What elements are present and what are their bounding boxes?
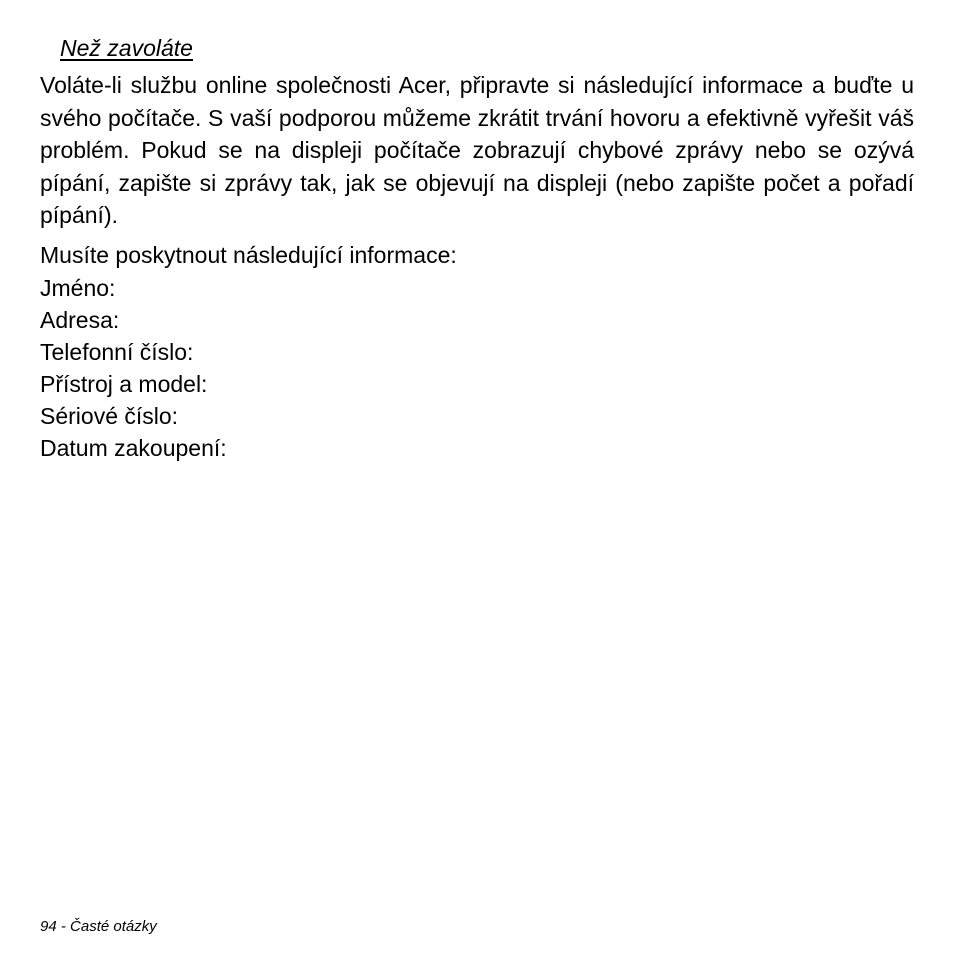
field-serial-number: Sériové číslo: (40, 403, 179, 429)
field-name: Jméno: (40, 275, 116, 301)
page-footer: 94 - Časté otázky (40, 918, 157, 935)
intro-paragraph: Voláte-li službu online společnosti Acer, připravte si následující informace a buďte u svého počítače. S vaší podporou můžeme zkrátit trvání hovoru a efektivně vyřešit váš problém. Pokud se na displeji počítače zobrazují chybové zprávy nebo se ozývá pípání, zapište si zprávy tak, jak se objevují na displeji (nebo zapište počet a pořadí pípání). (40, 72, 914, 228)
field-device-model: Přístroj a model: (40, 371, 208, 397)
required-info-label: Musíte poskytnout následující informace: (40, 242, 457, 268)
field-purchase-date: Datum zakoupení: (40, 435, 227, 461)
field-phone: Telefonní číslo: (40, 339, 194, 365)
field-address: Adresa: (40, 307, 120, 333)
required-fields-list (40, 272, 227, 464)
section-heading: Než zavoláte (60, 35, 193, 61)
